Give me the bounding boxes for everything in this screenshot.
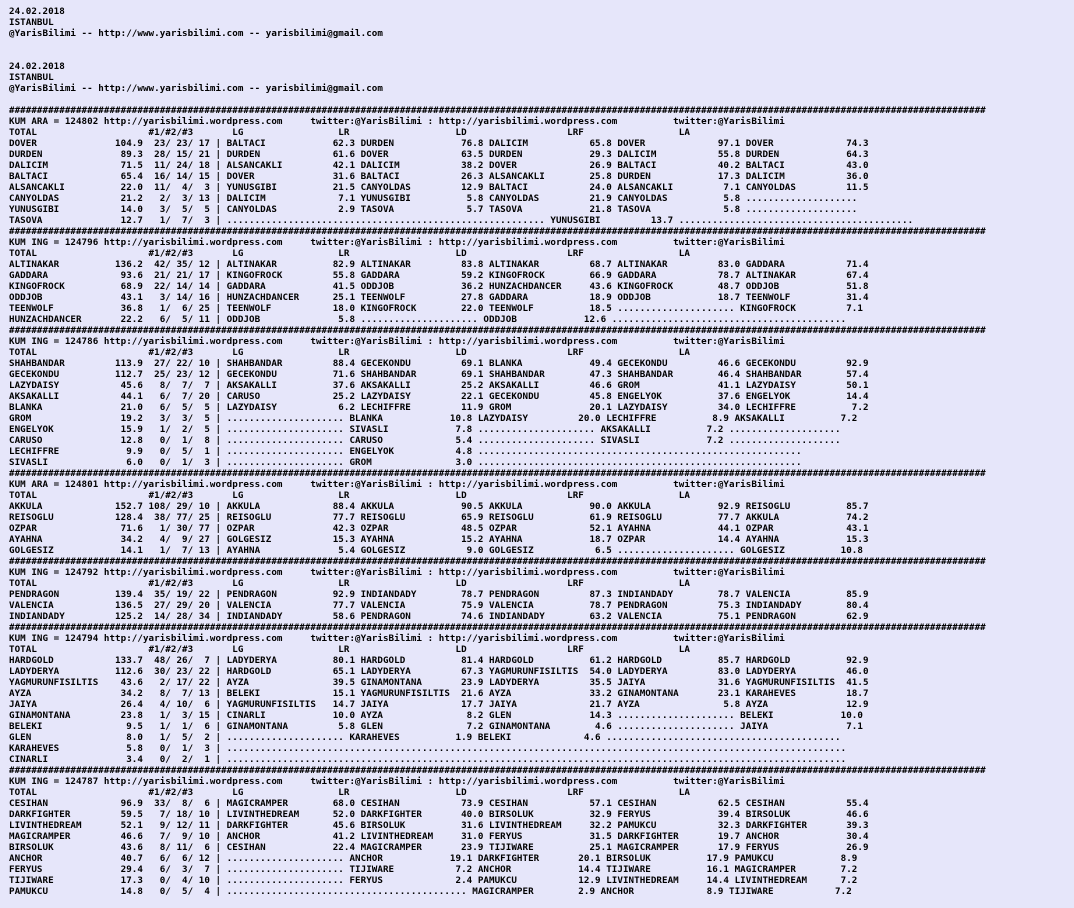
contact-line: @YarisBilimi -- http://www.yarisbilimi.com -- yarisbilimi@gmail.com [9, 28, 383, 39]
horse-stat-row: HUNZACHDANCER 22.2 6/ 5/ 11 | ODDJOB 5.8 ..................... ODDJOB 12.6 .......................................... [9, 314, 847, 325]
horse-stat-row: OZPAR 71.6 1/ 30/ 77 | OZPAR 42.3 OZPAR 48.5 OZPAR 52.1 AYAHNA 44.1 OZPAR 43.1 [9, 523, 869, 534]
horse-stat-row: BLANKA 21.0 6/ 5/ 5 | LAZYDAISY 6.2 LECHIFFRE 11.9 GROM 20.1 LAZYDAISY 34.0 LECHIFFRE 7.2 [9, 402, 869, 413]
blank-line [9, 50, 1074, 61]
horse-stat-row: JAIYA 26.4 4/ 10/ 6 | YAGMURUNFISILTIS 14.7 JAIYA 17.7 JAIYA 21.7 AYZA 5.8 AYZA 12.9 [9, 699, 869, 710]
race-header: KUM ING = 124796 http://yarisbilimi.wordpress.com twitter:@YarisBilimi : http://yarisbilimi.wordpress.com twitter:@YarisBilimi [9, 237, 785, 248]
horse-stat-row: GROM 19.2 3/ 3/ 5 | ..................... BLANKA 10.8 LAZYDAISY 20.0 LECHIFFRE 8.9 AKSAKALLI 7.2 [9, 413, 858, 424]
horse-stat-row: HARDGOLD 133.7 48/ 26/ 7 | LADYDERYA 80.1 HARDGOLD 81.4 HARDGOLD 61.2 HARDGOLD 85.7 HARDGOLD 92.9 [9, 655, 869, 666]
horse-stat-row: DOVER 104.9 23/ 23/ 17 | BALTACI 62.3 DURDEN 76.8 DALICIM 65.8 DOVER 97.1 DOVER 74.3 [9, 138, 869, 149]
section-separator: ############################################################################################################################################################################### [9, 468, 986, 479]
horse-stat-row: BIRSOLUK 43.6 8/ 11/ 6 | CESIHAN 22.4 MAGICRAMPER 23.9 TIJIWARE 25.1 MAGICRAMPER 17.9 FERYUS 26.9 [9, 842, 869, 853]
column-header: TOTAL #1/#2/#3 LG LR LD LRF LA [9, 787, 690, 798]
horse-stat-row: YUNUSGIBI 14.0 3/ 5/ 5 | CANYOLDAS 2.9 TASOVA 5.7 TASOVA 21.8 TASOVA 5.8 .................... [9, 204, 858, 215]
horse-stat-row: LAZYDAISY 45.6 8/ 7/ 7 | AKSAKALLI 37.6 AKSAKALLI 25.2 AKSAKALLI 46.6 GROM 41.1 LAZYDAISY 50.1 [9, 380, 869, 391]
blank-line [9, 94, 1074, 105]
horse-stat-row: GECEKONDU 112.7 25/ 23/ 12 | GECEKONDU 71.6 SHAHBANDAR 69.1 SHAHBANDAR 47.3 SHAHBANDAR 46.4 SHAHBANDAR 57.4 [9, 369, 869, 380]
horse-stat-row: FERYUS 29.4 6/ 3/ 7 | ..................... TIJIWARE 7.2 ANCHOR 14.4 TIJIWARE 16.1 MAGICRAMPER 7.2 [9, 864, 858, 875]
report-date: 24.02.2018 [9, 6, 65, 17]
contact-line: @YarisBilimi -- http://www.yarisbilimi.com -- yarisbilimi@gmail.com [9, 83, 383, 94]
horse-stat-row: ALSANCAKLI 22.0 11/ 4/ 3 | YUNUSGIBI 21.5 CANYOLDAS 12.9 BALTACI 24.0 ALSANCAKLI 7.1 CANYOLDAS 11.5 [9, 182, 869, 193]
column-header: TOTAL #1/#2/#3 LG LR LD LRF LA [9, 578, 690, 589]
horse-stat-row: CARUSO 12.8 0/ 1/ 8 | ..................... CARUSO 5.4 ..................... SIVASLI 7.2 .................... [9, 435, 841, 446]
horse-stat-row: PAMUKCU 14.8 0/ 5/ 4 | ........................................... MAGICRAMPER 2.9 ANCHOR 8.9 TIJIWARE 7.2 [9, 886, 852, 897]
horse-stat-row: GOLGESIZ 14.1 1/ 7/ 13 | AYAHNA 5.4 GOLGESIZ 9.0 GOLGESIZ 6.5 ..................... GOLGESIZ 10.8 [9, 545, 863, 556]
horse-stat-row: SIVASLI 6.0 0/ 1/ 3 | ..................... GROM 3.0 .......................................................... [9, 457, 802, 468]
horse-stat-row: ENGELYOK 15.9 1/ 2/ 5 | ..................... SIVASLI 7.8 ..................... AKSAKALLI 7.2 .................... [9, 424, 841, 435]
column-header: TOTAL #1/#2/#3 LG LR LD LRF LA [9, 644, 690, 655]
horse-stat-row: INDIANDADY 125.2 14/ 28/ 34 | INDIANDADY 58.6 PENDRAGON 74.6 INDIANDADY 63.2 VALENCIA 75.1 PENDRAGON 62.9 [9, 611, 869, 622]
horse-stat-row: TIJIWARE 17.3 0/ 4/ 10 | ..................... FERYUS 2.4 PAMUKCU 12.9 LIVINTHEDREAM 14.4 LIVINTHEDREAM 7.2 [9, 875, 858, 886]
race-header: KUM ING = 124794 http://yarisbilimi.wordpress.com twitter:@YarisBilimi : http://yarisbilimi.wordpress.com twitter:@YarisBilimi [9, 633, 785, 644]
report-city: ISTANBUL [9, 17, 54, 28]
race-header: KUM ING = 124786 http://yarisbilimi.wordpress.com twitter:@YarisBilimi : http://yarisbilimi.wordpress.com twitter:@YarisBilimi [9, 336, 785, 347]
race-header: KUM ING = 124792 http://yarisbilimi.wordpress.com twitter:@YarisBilimi : http://yarisbilimi.wordpress.com twitter:@YarisBilimi [9, 567, 785, 578]
horse-stat-row: DURDEN 89.3 28/ 15/ 21 | DURDEN 61.6 DOVER 63.5 DURDEN 29.3 DALICIM 55.8 DURDEN 64.3 [9, 149, 869, 160]
horse-stat-row: TASOVA 12.7 1/ 7/ 3 | ......................................................... YUNUSGIBI 13.7 .......................................... [9, 215, 914, 226]
race-header: KUM ARA = 124802 http://yarisbilimi.wordpress.com twitter:@YarisBilimi : http://yarisbilimi.wordpress.com twitter:@YarisBilimi [9, 116, 785, 127]
horse-stat-row: LIVINTHEDREAM 52.1 9/ 12/ 11 | DARKFIGHTER 45.6 BIRSOLUK 31.6 LIVINTHEDREAM 32.2 PAMUKCU 32.3 DARKFIGHTER 39.3 [9, 820, 869, 831]
section-separator: ############################################################################################################################################################################### [9, 765, 986, 776]
column-header: TOTAL #1/#2/#3 LG LR LD LRF LA [9, 248, 690, 259]
horse-stat-row: CESIHAN 96.9 33/ 8/ 6 | MAGICRAMPER 68.0 CESIHAN 73.9 CESIHAN 57.1 CESIHAN 62.5 CESIHAN 55.4 [9, 798, 869, 809]
horse-stat-row: ALTINAKAR 136.2 42/ 35/ 12 | ALTINAKAR 82.9 ALTINAKAR 83.8 ALTINAKAR 68.7 ALTINAKAR 83.0 GADDARA 71.4 [9, 259, 869, 270]
horse-stat-row: VALENCIA 136.5 27/ 29/ 20 | VALENCIA 77.7 VALENCIA 75.9 VALENCIA 78.7 PENDRAGON 75.3 INDIANDADY 80.4 [9, 600, 869, 611]
horse-stat-row: SHAHBANDAR 113.9 27/ 22/ 10 | SHAHBANDAR 88.4 GECEKONDU 69.1 BLANKA 49.4 GECEKONDU 46.6 GECEKONDU 92.9 [9, 358, 869, 369]
horse-stat-row: TEENWOLF 36.8 1/ 6/ 25 | TEENWOLF 18.0 KINGOFROCK 22.0 TEENWOLF 18.5 ..................... KINGOFROCK 7.1 [9, 303, 863, 314]
horse-stat-row: ANCHOR 40.7 6/ 6/ 12 | ..................... ANCHOR 19.1 DARKFIGHTER 20.1 BIRSOLUK 17.9 PAMUKCU 8.9 [9, 853, 858, 864]
horse-stat-row: GADDARA 93.6 21/ 21/ 17 | KINGOFROCK 55.8 GADDARA 59.2 KINGOFROCK 66.9 GADDARA 78.7 ALTINAKAR 67.4 [9, 270, 869, 281]
horse-stat-row: DARKFIGHTER 59.5 7/ 18/ 10 | LIVINTHEDREAM 52.0 DARKFIGHTER 40.0 BIRSOLUK 32.9 FERYUS 39.4 BIRSOLUK 46.6 [9, 809, 869, 820]
horse-stat-row: BALTACI 65.4 16/ 14/ 15 | DOVER 31.6 BALTACI 26.3 ALSANCAKLI 25.8 DURDEN 17.3 DALICIM 36.0 [9, 171, 869, 182]
horse-stat-row: AKSAKALLI 44.1 6/ 7/ 20 | CARUSO 25.2 LAZYDAISY 22.1 GECEKONDU 45.8 ENGELYOK 37.6 ENGELYOK 14.4 [9, 391, 869, 402]
blank-line [9, 39, 1074, 50]
horse-stat-row: AKKULA 152.7 108/ 29/ 10 | AKKULA 88.4 AKKULA 90.5 AKKULA 90.0 AKKULA 92.9 REISOGLU 85.7 [9, 501, 869, 512]
horse-stat-row: YAGMURUNFISILTIS 43.6 2/ 17/ 22 | AYZA 39.5 GINAMONTANA 23.9 LADYDERYA 35.5 JAIYA 31.6 YAGMURUNFISILTIS 41.5 [9, 677, 869, 688]
horse-stat-row: GINAMONTANA 23.8 1/ 3/ 15 | CINARLI 10.0 AYZA 8.2 GLEN 14.3 ..................... BELEKI 10.0 [9, 710, 863, 721]
horse-stat-row: REISOGLU 128.4 38/ 77/ 25 | REISOGLU 77.7 REISOGLU 65.9 REISOGLU 61.9 REISOGLU 77.7 AKKULA 74.2 [9, 512, 869, 523]
horse-stat-row: CINARLI 3.4 0/ 2/ 1 | ............................................................................................................... [9, 754, 847, 765]
column-header: TOTAL #1/#2/#3 LG LR LD LRF LA [9, 127, 690, 138]
horse-stat-row: GLEN 8.0 1/ 5/ 2 | ..................... KARAHEVES 1.9 BELEKI 4.6 .......................................... [9, 732, 841, 743]
horse-stat-row: DALICIM 71.5 11/ 24/ 18 | ALSANCAKLI 42.1 DALICIM 38.2 DOVER 26.9 BALTACI 40.2 BALTACI 43.0 [9, 160, 869, 171]
horse-stat-row: PENDRAGON 139.4 35/ 19/ 22 | PENDRAGON 92.9 INDIANDADY 78.7 PENDRAGON 87.3 INDIANDADY 78.7 VALENCIA 85.9 [9, 589, 869, 600]
horse-stat-row: AYAHNA 34.2 4/ 9/ 27 | GOLGESIZ 15.3 AYAHNA 15.2 AYAHNA 18.7 OZPAR 14.4 AYAHNA 15.3 [9, 534, 869, 545]
race-header: KUM ARA = 124801 http://yarisbilimi.wordpress.com twitter:@YarisBilimi : http://yarisbilimi.wordpress.com twitter:@YarisBilimi [9, 479, 785, 490]
section-separator: ############################################################################################################################################################################### [9, 622, 986, 633]
section-separator: ############################################################################################################################################################################### [9, 325, 986, 336]
section-separator: ############################################################################################################################################################################### [9, 105, 986, 116]
horse-stat-row: BELEKI 9.5 1/ 1/ 6 | GINAMONTANA 5.8 GLEN 7.2 GINAMONTANA 4.6 ..................... JAIYA 7.1 [9, 721, 863, 732]
horse-stat-row: AYZA 34.2 8/ 7/ 13 | BELEKI 15.1 YAGMURUNFISILTIS 21.6 AYZA 33.2 GINAMONTANA 23.1 KARAHEVES 18.7 [9, 688, 869, 699]
horse-stat-row: KARAHEVES 5.8 0/ 1/ 3 | ............................................................................................................... [9, 743, 847, 754]
section-separator: ############################################################################################################################################################################### [9, 556, 986, 567]
horse-stat-row: ODDJOB 43.1 3/ 14/ 16 | HUNZACHDANCER 25.1 TEENWOLF 27.8 GADDARA 18.9 ODDJOB 18.7 TEENWOLF 31.4 [9, 292, 869, 303]
report-city: ISTANBUL [9, 72, 54, 83]
horse-stat-row: MAGICRAMPER 46.6 7/ 9/ 10 | ANCHOR 41.2 LIVINTHEDREAM 31.0 FERYUS 31.5 DARKFIGHTER 19.7 ANCHOR 30.4 [9, 831, 869, 842]
column-header: TOTAL #1/#2/#3 LG LR LD LRF LA [9, 490, 690, 501]
section-separator: ############################################################################################################################################################################### [9, 226, 986, 237]
horse-stat-row: KINGOFROCK 68.9 22/ 14/ 14 | GADDARA 41.5 ODDJOB 36.2 HUNZACHDANCER 43.6 KINGOFROCK 48.7 ODDJOB 51.8 [9, 281, 869, 292]
column-header: TOTAL #1/#2/#3 LG LR LD LRF LA [9, 347, 690, 358]
horse-stat-row: CANYOLDAS 21.2 2/ 3/ 13 | DALICIM 7.1 YUNUSGIBI 5.8 CANYOLDAS 21.9 CANYOLDAS 5.8 .................... [9, 193, 858, 204]
report-date: 24.02.2018 [9, 61, 65, 72]
race-header: KUM ING = 124787 http://yarisbilimi.wordpress.com twitter:@YarisBilimi : http://yarisbilimi.wordpress.com twitter:@YarisBilimi [9, 776, 785, 787]
horse-stat-row: LECHIFFRE 9.9 0/ 5/ 1 | ..................... ENGELYOK 4.8 .......................................................... [9, 446, 802, 457]
horse-stat-row: LADYDERYA 112.6 30/ 23/ 22 | HARDGOLD 65.1 LADYDERYA 67.3 YAGMURUNFISILTIS 54.0 LADYDERYA 83.0 LADYDERYA 46.0 [9, 666, 869, 677]
